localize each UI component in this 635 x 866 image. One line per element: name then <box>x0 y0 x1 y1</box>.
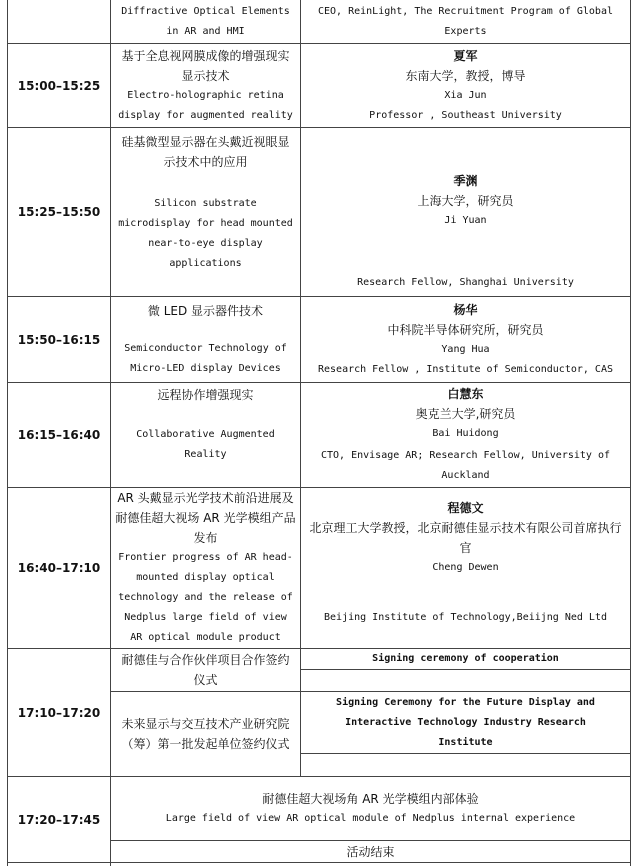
ceremony-english: Signing Ceremony for the Future Display and Interactive Technology Industry Research Institute <box>336 696 595 748</box>
topic-cell <box>111 44 300 127</box>
speaker-name-english: Yang Hua <box>441 343 490 355</box>
topic-cell <box>111 0 300 43</box>
time-slot: 15:00–15:25 <box>17 78 101 93</box>
topic-chinese: 未来显示与交互技术产业研究院 （筹）第一批发起单位签约仪式 <box>121 717 290 751</box>
speaker-cell <box>301 297 630 382</box>
speaker-name-english: Ji Yuan <box>444 215 487 226</box>
speaker-name-chinese: 季渊 <box>453 174 478 188</box>
speaker-title-english: CTO, Envisage AR; Research Fellow, University of Auckland <box>321 450 610 481</box>
speaker-title-chinese: 东南大学，教授，博导 <box>405 68 526 83</box>
speaker-name-chinese: 白慧东 <box>447 387 484 401</box>
time-slot: 17:10–17:20 <box>17 705 101 720</box>
topic-cell <box>111 297 300 382</box>
time-cell <box>8 297 110 382</box>
sub-row-divider <box>300 669 631 670</box>
time-slot: 15:50–16:15 <box>17 332 101 347</box>
speaker-cell <box>301 0 630 43</box>
topic-chinese: AR 头戴显示光学技术前沿进展及 耐德佳超大视场 AR 光学模组产品 发布 <box>115 491 296 545</box>
topic-chinese: 硅基微型显示器在头戴近视眼显 示技术中的应用 <box>121 135 290 169</box>
time-cell <box>8 649 110 776</box>
topic-chinese: 远程协作增强现实 <box>157 388 254 402</box>
topic-chinese: 微 LED 显示器件技术 <box>147 303 264 318</box>
speaker-name-chinese: 夏军 <box>453 48 478 63</box>
closing-text: 活动结束 <box>346 844 395 859</box>
topic-english: Collaborative Augmented Reality <box>136 429 275 460</box>
speaker-name-chinese: 杨华 <box>453 302 478 317</box>
ceremony-english: Signing ceremony of cooperation <box>372 653 559 664</box>
topic-english: Large field of view AR optical module of Nedplus internal experience <box>165 812 576 824</box>
topic-english: Diffractive Optical Elements in AR and HMI <box>121 5 290 37</box>
topic-english: Frontier progress of AR head- mounted display optical technology and the release of Nedplus large field of view AR optical module product <box>118 552 293 643</box>
topic-cell <box>111 649 300 691</box>
topic-english: Electro-holographic retina display for augmented reality <box>118 89 293 121</box>
topic-cell <box>111 488 300 648</box>
time-cell <box>8 44 110 127</box>
speaker-cell <box>301 128 630 296</box>
speaker-title-english: Research Fellow , Institute of Semiconductor, CAS <box>317 363 613 375</box>
time-slot: 17:20–17:45 <box>17 812 101 827</box>
speaker-name-english: Bai Huidong <box>432 428 499 439</box>
topic-english: Silicon substrate microdisplay for head mounted near-to-eye display applications <box>118 198 293 269</box>
topic-cell <box>111 692 300 776</box>
topic-cell-wide <box>111 777 630 840</box>
time-slot: 16:40–17:10 <box>17 561 101 575</box>
speaker-name-chinese: 程德文 <box>447 501 484 515</box>
speaker-cell <box>301 488 630 648</box>
topic-cell <box>111 128 300 296</box>
time-cell <box>8 777 110 862</box>
speaker-title-chinese: 上海大学，研究员 <box>417 194 514 208</box>
time-slot: 15:25–15:50 <box>17 205 101 219</box>
time-cell <box>8 128 110 296</box>
sub-row-divider <box>300 753 631 754</box>
topic-chinese: 基于全息视网膜成像的增强现实 显示技术 <box>121 48 290 83</box>
speaker-title-english: CEO, ReinLight, The Recruitment Program of Global Experts <box>317 5 613 37</box>
speaker-title-english: Professor , Southeast University <box>369 109 562 121</box>
speaker-name-english: Xia Jun <box>444 89 487 101</box>
speaker-name-english: Cheng Dewen <box>432 562 499 573</box>
time-cell <box>8 383 110 487</box>
table-border-bottom <box>7 862 631 863</box>
closing-cell <box>111 841 630 862</box>
speaker-cell <box>301 692 630 753</box>
speaker-title-english: Beijing Institute of Technology,Beiijng Ned Ltd <box>324 612 607 623</box>
table-border-right <box>630 0 631 866</box>
topic-chinese: 耐德佳与合作伙伴项目合作签约 仪式 <box>121 653 290 687</box>
speaker-title-chinese: 中科院半导体研究所，研究员 <box>387 322 544 337</box>
speaker-title-chinese: 奥克兰大学,研究员 <box>415 407 516 421</box>
speaker-title-english: Research Fellow, Shanghai University <box>357 277 574 288</box>
time-slot: 16:15–16:40 <box>17 428 101 442</box>
speaker-cell <box>301 44 630 127</box>
time-cell <box>8 488 110 648</box>
speaker-cell <box>301 649 630 669</box>
topic-cell <box>111 383 300 487</box>
topic-chinese: 耐德佳超大视场角 AR 光学模组内部体验 <box>262 791 479 806</box>
topic-english: Semiconductor Technology of Micro-LED display Devices <box>124 342 287 374</box>
speaker-title-chinese: 北京理工大学教授，北京耐德佳显示技术有限公司首席执行 官 <box>309 521 622 555</box>
speaker-cell <box>301 383 630 487</box>
